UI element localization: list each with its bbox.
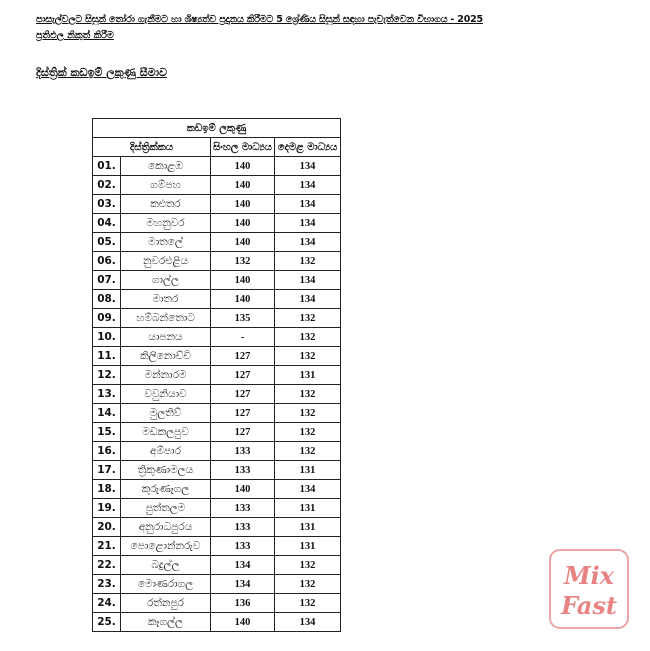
district-name: නුවරඑළිය	[121, 252, 211, 271]
row-number: 18.	[93, 480, 121, 499]
row-number: 09.	[93, 309, 121, 328]
table-row	[93, 252, 341, 271]
watermark-word-1: Mix	[564, 561, 614, 590]
district-name: මඩකලපුව	[121, 423, 211, 442]
row-number: 19.	[93, 499, 121, 518]
document-subheading: ප්‍රතිඵල නිකුත් කිරීම	[36, 30, 114, 41]
table-row	[93, 575, 341, 594]
row-number: 12.	[93, 366, 121, 385]
table-row	[93, 347, 341, 366]
tamil-cutoff: 131	[275, 461, 341, 480]
table-row	[93, 290, 341, 309]
sinhala-cutoff: 140	[211, 157, 275, 176]
sinhala-cutoff: 132	[211, 252, 275, 271]
tamil-cutoff: 131	[275, 537, 341, 556]
sinhala-cutoff: 134	[211, 556, 275, 575]
tamil-cutoff: 134	[275, 233, 341, 252]
row-number: 02.	[93, 176, 121, 195]
sinhala-cutoff: 133	[211, 499, 275, 518]
table-row	[93, 537, 341, 556]
sinhala-cutoff: 127	[211, 366, 275, 385]
tamil-cutoff: 132	[275, 385, 341, 404]
row-number: 20.	[93, 518, 121, 537]
district-name: මොණරාගල	[121, 575, 211, 594]
column-header-sinhala: සිංහල මාධ්‍යය	[211, 138, 275, 157]
district-name: ගම්පහ	[121, 176, 211, 195]
row-number: 23.	[93, 575, 121, 594]
tamil-cutoff: 134	[275, 480, 341, 499]
tamil-cutoff: 132	[275, 328, 341, 347]
watermark-word-2: Fast	[561, 591, 617, 620]
tamil-cutoff: 132	[275, 309, 341, 328]
district-name: මුලතිව්	[121, 404, 211, 423]
district-name: බදුල්ල	[121, 556, 211, 575]
sinhala-cutoff: 140	[211, 271, 275, 290]
sinhala-cutoff: 140	[211, 195, 275, 214]
row-number: 24.	[93, 594, 121, 613]
table-row	[93, 214, 341, 233]
district-name: කිලිනොච්චි	[121, 347, 211, 366]
table-row	[93, 518, 341, 537]
column-header-tamil: දෙමළ මාධ්‍යය	[275, 138, 341, 157]
tamil-cutoff: 134	[275, 176, 341, 195]
district-name: හම්බන්තොට	[121, 309, 211, 328]
district-name: ත්‍රිකුණාමලය	[121, 461, 211, 480]
mixfast-watermark-logo	[548, 548, 630, 630]
sinhala-cutoff: 140	[211, 480, 275, 499]
column-header-district: දිස්ත්‍රික්කය	[93, 138, 211, 157]
tamil-cutoff: 132	[275, 556, 341, 575]
row-number: 04.	[93, 214, 121, 233]
table-row	[93, 404, 341, 423]
row-number: 10.	[93, 328, 121, 347]
sinhala-cutoff: 127	[211, 385, 275, 404]
sinhala-cutoff: 133	[211, 537, 275, 556]
sinhala-cutoff: 140	[211, 613, 275, 632]
table-row	[93, 309, 341, 328]
table-row	[93, 328, 341, 347]
district-name: වවුනියාව	[121, 385, 211, 404]
tamil-cutoff: 134	[275, 290, 341, 309]
sinhala-cutoff: 140	[211, 176, 275, 195]
table-row	[93, 176, 341, 195]
district-name: මහනුවර	[121, 214, 211, 233]
tamil-cutoff: 134	[275, 214, 341, 233]
row-number: 06.	[93, 252, 121, 271]
row-number: 15.	[93, 423, 121, 442]
table-row	[93, 442, 341, 461]
tamil-cutoff: 134	[275, 195, 341, 214]
district-name: මාතලේ	[121, 233, 211, 252]
tamil-cutoff: 132	[275, 404, 341, 423]
table-row	[93, 195, 341, 214]
tamil-cutoff: 131	[275, 499, 341, 518]
row-number: 16.	[93, 442, 121, 461]
row-number: 03.	[93, 195, 121, 214]
district-name: රත්නපුර	[121, 594, 211, 613]
table-row	[93, 271, 341, 290]
sinhala-cutoff: -	[211, 328, 275, 347]
row-number: 22.	[93, 556, 121, 575]
table-row	[93, 480, 341, 499]
tamil-cutoff: 134	[275, 613, 341, 632]
sinhala-cutoff: 133	[211, 518, 275, 537]
sinhala-cutoff: 136	[211, 594, 275, 613]
tamil-cutoff: 132	[275, 347, 341, 366]
row-number: 13.	[93, 385, 121, 404]
sinhala-cutoff: 140	[211, 233, 275, 252]
tamil-cutoff: 134	[275, 157, 341, 176]
table-title: කඩඉම් ලකුණු	[93, 119, 341, 138]
sinhala-cutoff: 135	[211, 309, 275, 328]
district-name: කළුතර	[121, 195, 211, 214]
row-number: 21.	[93, 537, 121, 556]
sinhala-cutoff: 140	[211, 214, 275, 233]
table-row	[93, 594, 341, 613]
sinhala-cutoff: 134	[211, 575, 275, 594]
sinhala-cutoff: 140	[211, 290, 275, 309]
district-name: කුරුණෑගල	[121, 480, 211, 499]
district-name: මාතර	[121, 290, 211, 309]
district-name: අනුරාධපුරය	[121, 518, 211, 537]
row-number: 17.	[93, 461, 121, 480]
row-number: 25.	[93, 613, 121, 632]
district-name: කෑගල්ල	[121, 613, 211, 632]
table-row	[93, 499, 341, 518]
district-name: අම්පාර	[121, 442, 211, 461]
tamil-cutoff: 134	[275, 271, 341, 290]
tamil-cutoff: 132	[275, 442, 341, 461]
district-name: මන්නාරම	[121, 366, 211, 385]
row-number: 01.	[93, 157, 121, 176]
table-row	[93, 233, 341, 252]
tamil-cutoff: 132	[275, 252, 341, 271]
district-name: යාපනය	[121, 328, 211, 347]
district-name: ගාල්ල	[121, 271, 211, 290]
tamil-cutoff: 132	[275, 423, 341, 442]
sinhala-cutoff: 133	[211, 461, 275, 480]
district-name: පොළොන්නරුව	[121, 537, 211, 556]
section-title: දිස්ත්‍රික් කඩඉම් ලකුණු සීමාව	[36, 66, 168, 79]
row-number: 07.	[93, 271, 121, 290]
tamil-cutoff: 132	[275, 575, 341, 594]
sinhala-cutoff: 133	[211, 442, 275, 461]
table-row	[93, 423, 341, 442]
row-number: 14.	[93, 404, 121, 423]
district-name: කොළඹ	[121, 157, 211, 176]
row-number: 05.	[93, 233, 121, 252]
table-row	[93, 613, 341, 632]
tamil-cutoff: 131	[275, 518, 341, 537]
cutoff-marks-table	[92, 118, 341, 632]
row-number: 08.	[93, 290, 121, 309]
table-row	[93, 366, 341, 385]
table-row	[93, 556, 341, 575]
table-row	[93, 157, 341, 176]
sinhala-cutoff: 127	[211, 347, 275, 366]
table-row	[93, 461, 341, 480]
tamil-cutoff: 131	[275, 366, 341, 385]
row-number: 11.	[93, 347, 121, 366]
district-name: පුත්තලම	[121, 499, 211, 518]
table-row	[93, 385, 341, 404]
tamil-cutoff: 132	[275, 594, 341, 613]
document-heading: පාසැල්වලට සිසුන් තෝරා ගැනීමට හා ශිෂ්‍යත්ව ප්‍රදානය කිරීමට 5 ශ්‍රේණිය සිසුන් සඳහා පැවැත්වෙන විභාගය - 2025	[36, 14, 483, 25]
sinhala-cutoff: 127	[211, 404, 275, 423]
sinhala-cutoff: 127	[211, 423, 275, 442]
